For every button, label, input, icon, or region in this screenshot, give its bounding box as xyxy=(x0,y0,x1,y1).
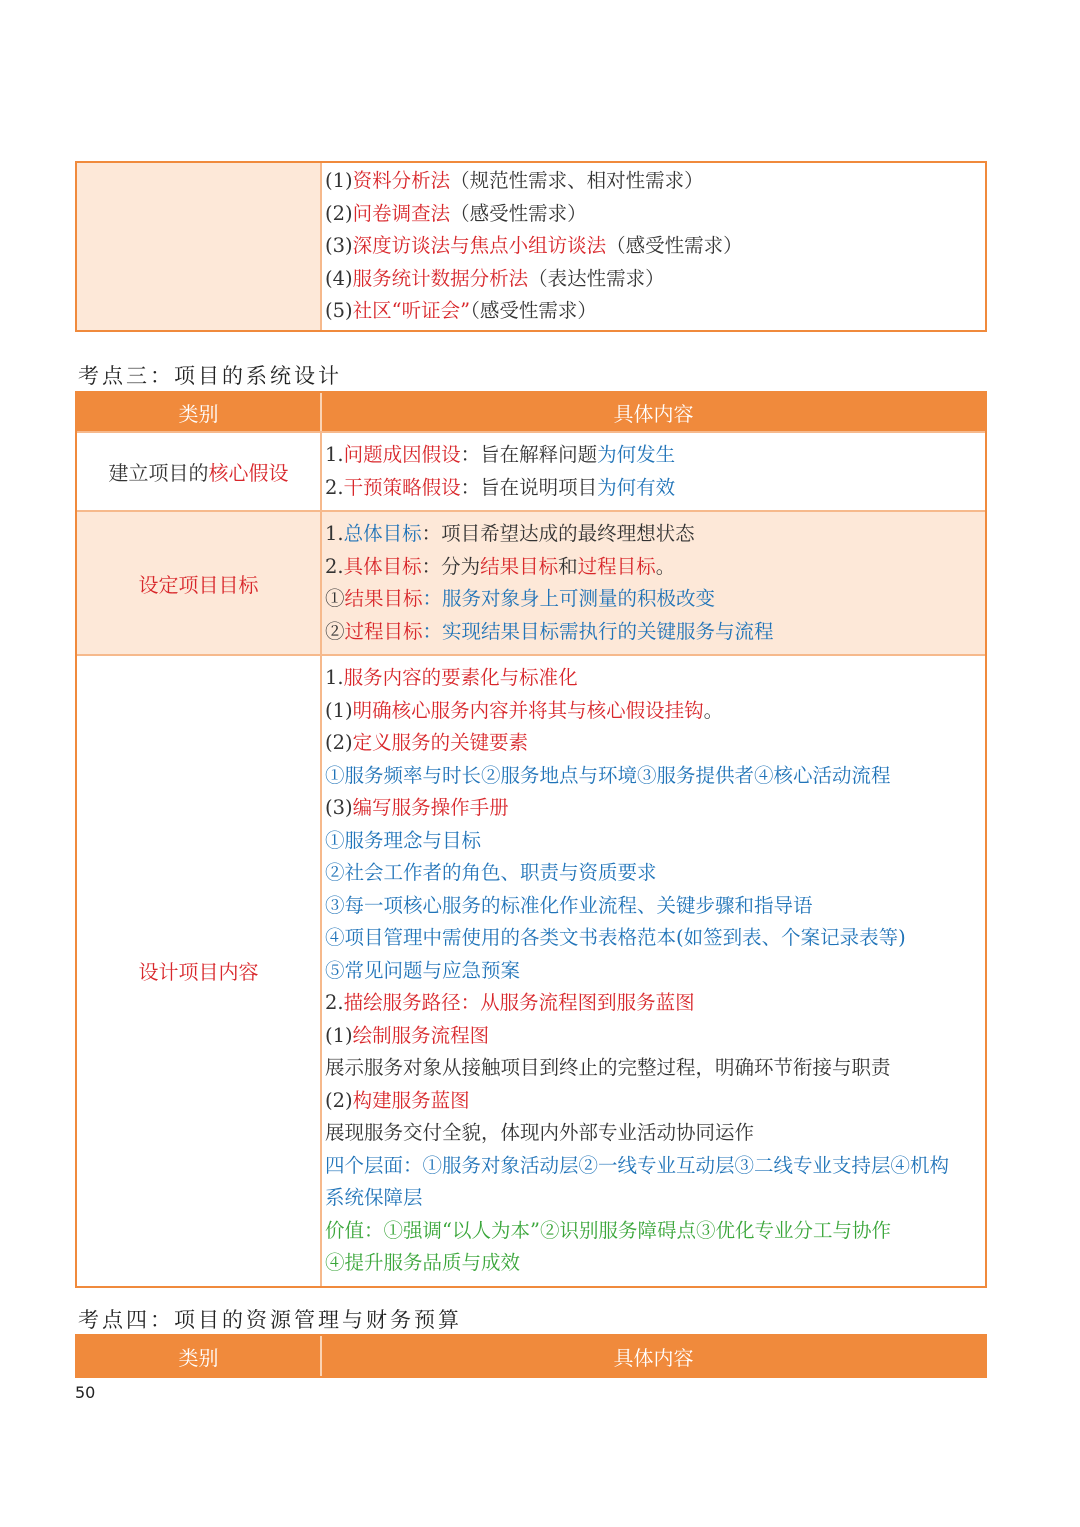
content-line xyxy=(325,295,985,328)
content-cell xyxy=(322,433,985,510)
text-span: 四个层面：①服务对象活动层②一线专业互动层③二线专业支持层④机构 xyxy=(325,1153,950,1177)
content-line xyxy=(325,1182,985,1215)
content-line xyxy=(325,760,985,793)
content-line xyxy=(325,662,985,695)
category-cell-empty xyxy=(77,163,322,330)
text-span: 资料分析法 xyxy=(352,169,451,192)
content-line xyxy=(325,439,985,472)
text-span: 设计项目内容 xyxy=(138,960,259,985)
content-cell xyxy=(322,512,985,654)
text-span: 1. xyxy=(325,522,344,545)
text-span: ①服务理念与目标 xyxy=(325,828,482,852)
text-span: ：项目希望达成的最终理想状态 xyxy=(421,522,695,545)
table-row xyxy=(77,512,985,656)
text-span: （感受性需求） xyxy=(470,299,597,322)
text-span: （感受性需求） xyxy=(606,234,743,257)
text-span: （规范性需求、相对性需求） xyxy=(450,169,704,192)
text-span: 总体目标 xyxy=(343,522,422,545)
text-span: ① xyxy=(325,587,345,610)
text-span: 服务统计数据分析法 xyxy=(352,266,529,290)
text-span: 社区“听证会” xyxy=(352,299,471,322)
text-span: 。 xyxy=(655,554,676,578)
content-line xyxy=(325,1247,985,1280)
content-line xyxy=(325,1117,985,1150)
text-span: 展现服务交付全貌，体现内外部专业活动协同运作 xyxy=(325,1121,755,1144)
text-span: 过程目标 xyxy=(344,619,423,643)
content-line xyxy=(325,518,985,551)
header-content: 具体内容 xyxy=(613,1345,694,1370)
text-span: 结果目标 xyxy=(480,554,559,578)
table-header xyxy=(77,1336,985,1376)
text-span: 服务内容的要素化与标准化 xyxy=(343,666,578,689)
text-span: 价值：①强调“以人为本”②识别服务障碍点③优化专业分工与协作 xyxy=(325,1218,891,1242)
text-span: 2. xyxy=(325,554,344,578)
content-line xyxy=(325,955,985,988)
section-title-4: 考点四：项目的资源管理与财务预算 xyxy=(78,1308,462,1332)
category-cell xyxy=(77,512,322,654)
text-span: 1. xyxy=(325,443,344,466)
text-span: ：旨在解释问题 xyxy=(460,443,598,466)
content-line xyxy=(325,583,985,616)
text-span: 结果目标 xyxy=(344,587,423,610)
text-span: 描绘服务路径：从服务流程图到服务蓝图 xyxy=(343,991,695,1014)
resource-budget-table xyxy=(75,1334,987,1378)
text-span: （感受性需求） xyxy=(450,201,587,225)
content-line xyxy=(325,922,985,955)
text-span: ①服务频率与时长②服务地点与环境③服务提供者④核心活动流程 xyxy=(325,763,891,787)
text-span: 问卷调查法 xyxy=(352,201,451,225)
text-span: 过程目标 xyxy=(577,554,656,578)
text-span: 1. xyxy=(325,666,344,689)
needs-assessment-table xyxy=(75,161,987,332)
content-line xyxy=(325,472,985,505)
content-line xyxy=(325,792,985,825)
text-span: (2) xyxy=(325,731,353,754)
text-span: （表达性需求） xyxy=(528,266,665,290)
text-span: 展示服务对象从接触项目到终止的完整过程，明确环节衔接与职责 xyxy=(325,1056,891,1079)
content-line xyxy=(325,1052,985,1085)
text-span: 为何发生 xyxy=(597,443,676,466)
text-span: (2) xyxy=(325,1088,353,1112)
content-line xyxy=(325,551,985,584)
text-span: ：实现结果目标需执行的关键服务与流程 xyxy=(422,619,774,643)
category-cell xyxy=(77,433,322,510)
text-span: ④提升服务品质与成效 xyxy=(325,1251,521,1274)
text-span: 。 xyxy=(703,698,724,722)
table-header xyxy=(77,393,985,433)
content-cell xyxy=(322,656,985,1286)
text-span: 和 xyxy=(558,554,578,578)
system-design-table xyxy=(75,391,987,1288)
text-span: ②社会工作者的角色、职责与资质要求 xyxy=(325,861,657,884)
content-line xyxy=(325,1215,985,1248)
text-span: (5) xyxy=(325,299,353,322)
text-span: (4) xyxy=(325,266,353,290)
text-span: 具体目标 xyxy=(343,554,422,578)
text-span: ：分为 xyxy=(421,554,481,578)
text-span: 定义服务的关键要素 xyxy=(352,731,529,754)
content-line xyxy=(325,857,985,890)
text-span: (3) xyxy=(325,234,353,257)
text-span: ④项目管理中需使用的各类文书表格范本(如签到表、个案记录表等) xyxy=(325,926,906,949)
text-span: 2. xyxy=(325,991,344,1014)
text-span: ③每一项核心服务的标准化作业流程、关键步骤和指导语 xyxy=(325,893,813,917)
text-span: ⑤常见问题与应急预案 xyxy=(325,958,521,982)
text-span: ：服务对象身上可测量的积极改变 xyxy=(422,587,716,610)
content-line xyxy=(325,616,985,649)
text-span: ：旨在说明项目 xyxy=(460,475,598,499)
text-span: (1) xyxy=(325,169,353,192)
content-line xyxy=(325,987,985,1020)
content-line xyxy=(325,165,985,198)
text-span: 编写服务操作手册 xyxy=(352,796,509,819)
text-span: ② xyxy=(325,619,345,643)
text-span: (1) xyxy=(325,698,353,722)
text-span: 为何有效 xyxy=(597,475,676,499)
text-span: 系统保障层 xyxy=(325,1186,423,1209)
text-span: 深度访谈法与焦点小组访谈法 xyxy=(352,234,607,257)
text-span: 问题成因假设 xyxy=(343,443,461,466)
content-line xyxy=(325,1150,985,1183)
table-row xyxy=(77,656,985,1286)
text-span: 设定项目目标 xyxy=(138,572,259,597)
header-category: 类别 xyxy=(77,393,322,431)
text-span: (1) xyxy=(325,1023,353,1047)
category-cell xyxy=(77,656,322,1286)
header-category: 类别 xyxy=(77,1336,322,1376)
section-title-3: 考点三：项目的系统设计 xyxy=(78,364,342,388)
content-line xyxy=(325,825,985,858)
content-line xyxy=(325,263,985,296)
text-span: 绘制服务流程图 xyxy=(352,1023,490,1047)
text-span: 2. xyxy=(325,475,344,499)
content-line xyxy=(325,198,985,231)
content-cell xyxy=(322,163,985,330)
text-span: 构建服务蓝图 xyxy=(352,1088,470,1112)
header-content: 具体内容 xyxy=(613,401,694,426)
text-span: (2) xyxy=(325,201,353,225)
text-span: (3) xyxy=(325,796,353,819)
text-span: 明确核心服务内容并将其与核心假设挂钩 xyxy=(352,698,704,722)
page-number: 50 xyxy=(75,1383,96,1402)
content-line xyxy=(325,1020,985,1053)
content-line xyxy=(325,727,985,760)
content-line xyxy=(325,890,985,923)
content-line xyxy=(325,230,985,263)
table-row xyxy=(77,433,985,512)
text-span: 干预策略假设 xyxy=(343,475,461,499)
text-span: 核心假设 xyxy=(208,461,289,485)
text-span: 建立项目的 xyxy=(108,461,209,485)
content-line xyxy=(325,695,985,728)
content-line xyxy=(325,1085,985,1118)
